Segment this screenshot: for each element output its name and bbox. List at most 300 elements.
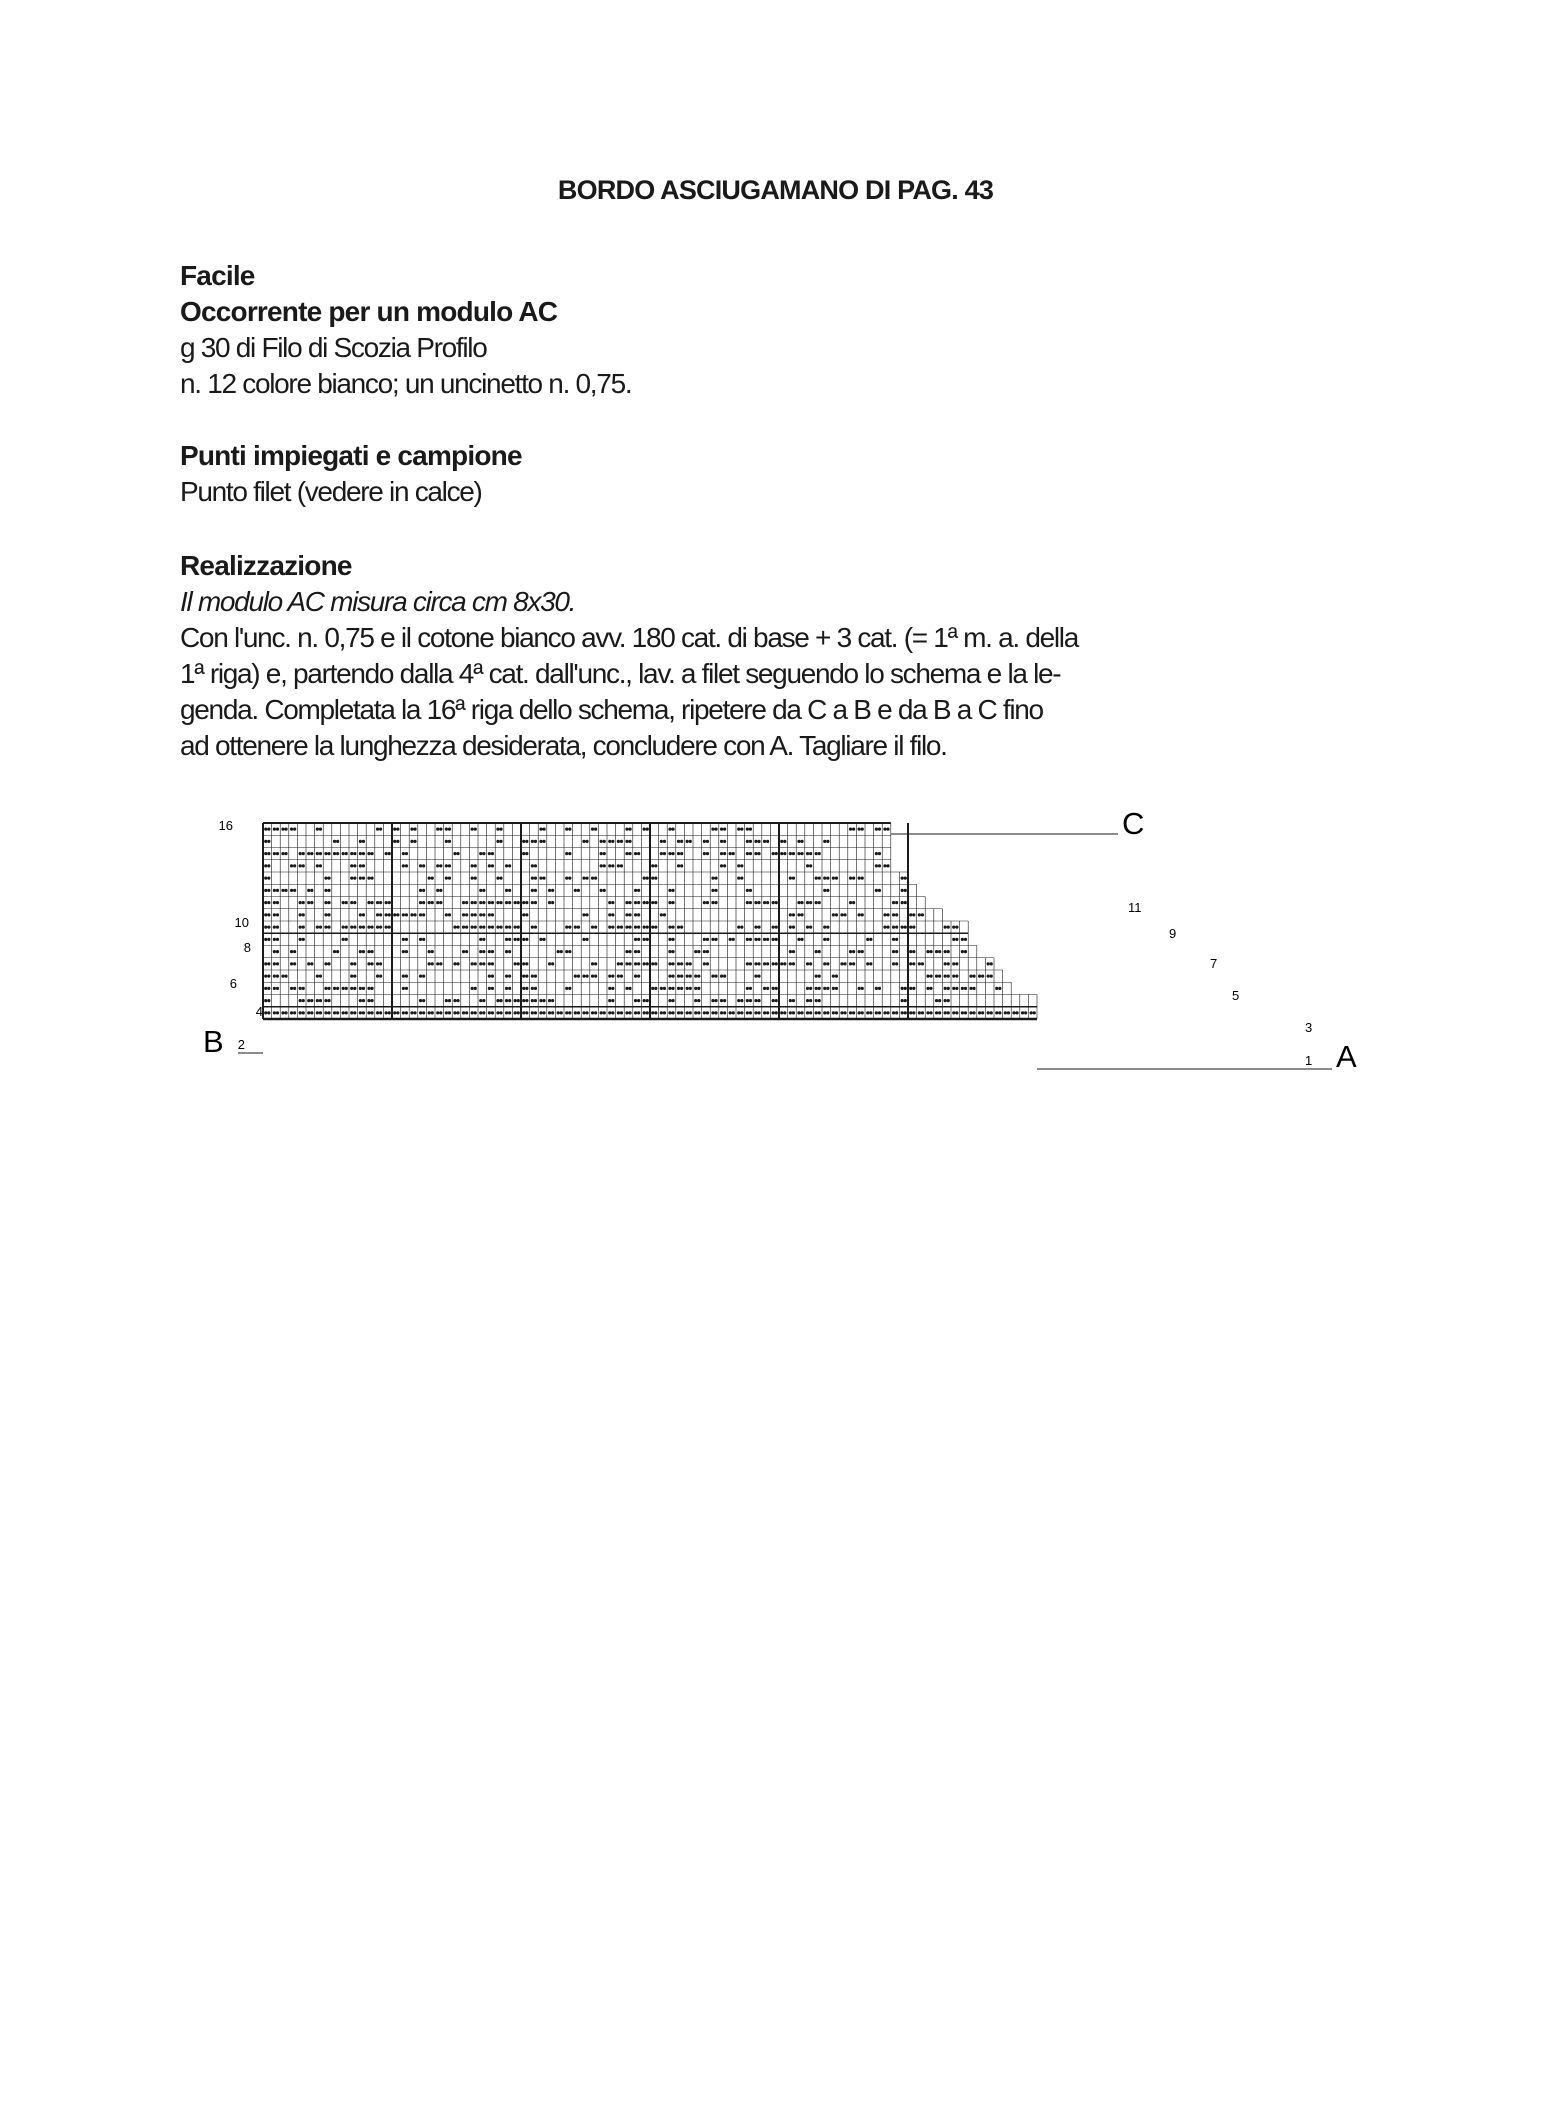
chart-stitch-dot [964, 987, 967, 990]
chart-stitch-dot [806, 852, 809, 855]
chart-stitch-dot [608, 913, 611, 916]
chart-stitch-dot [324, 999, 327, 1002]
chart-stitch-dot [353, 1011, 356, 1014]
chart-stitch-dot [706, 901, 709, 904]
chart-stitch-dot [625, 852, 628, 855]
chart-stitch-dot [299, 987, 302, 990]
chart-stitch-dot [499, 999, 502, 1002]
chart-stitch-dot [706, 938, 709, 941]
chart-stitch-dot [878, 1011, 881, 1014]
chart-stitch-dot [422, 975, 425, 978]
chart-stitch-dot [393, 828, 396, 831]
chart-stitch-dot [525, 1011, 528, 1014]
chart-stitch-dot [574, 1011, 577, 1014]
chart-stitch-dot [809, 987, 812, 990]
chart-stitch-dot [345, 926, 348, 929]
chart-stitch-dot [379, 962, 382, 965]
chart-stitch-dot [800, 901, 803, 904]
chart-stitch-dot [800, 938, 803, 941]
chart-stitch-dot [577, 975, 580, 978]
chart-stitch-dot [912, 962, 915, 965]
chart-stitch-dot [823, 1011, 826, 1014]
chart-stitch-dot [869, 938, 872, 941]
chart-stitch-dot [749, 938, 752, 941]
chart-stitch-dot [643, 828, 646, 831]
stitches-text: Punto filet (vedere in calce) [180, 476, 482, 507]
chart-stitch-dot [551, 962, 554, 965]
chart-stitch-dot [878, 852, 881, 855]
chart-stitch-dot [350, 852, 353, 855]
chart-stitch-dot [342, 852, 345, 855]
chart-stitch-dot [835, 913, 838, 916]
chart-stitch-dot [689, 987, 692, 990]
chart-stitch-dot [634, 975, 637, 978]
chart-stitch-dot [706, 950, 709, 953]
chart-stitch-dot [405, 950, 408, 953]
chart-stitch-dot [714, 828, 717, 831]
chart-stitch-dot [651, 987, 654, 990]
chart-stitch-dot [668, 987, 671, 990]
chart-stitch-dot [628, 1011, 631, 1014]
chart-stitch-dot [654, 864, 657, 867]
chart-stitch-dot [388, 852, 391, 855]
chart-stitch-dot [267, 913, 270, 916]
chart-stitch-dot [797, 913, 800, 916]
chart-stitch-dot [990, 975, 993, 978]
chart-stitch-dot [582, 975, 585, 978]
chart-stitch-dot [617, 975, 620, 978]
chart-stitch-dot [350, 926, 353, 929]
chart-stitch-dot [405, 852, 408, 855]
chart-stitch-dot [264, 828, 267, 831]
chart-stitch-dot [789, 913, 792, 916]
chart-stitch-dot [514, 1011, 517, 1014]
chart-stitch-dot [534, 926, 537, 929]
chart-stitch-dot [680, 987, 683, 990]
chart-stitch-dot [474, 913, 477, 916]
chart-stitch-dot [720, 864, 723, 867]
chart-stitch-dot [706, 852, 709, 855]
chart-stitch-dot [763, 901, 766, 904]
chart-stitch-dot [299, 864, 302, 867]
chart-stitch-dot [797, 852, 800, 855]
chart-stitch-dot [531, 1011, 534, 1014]
chart-stitch-dot [548, 1011, 551, 1014]
chart-stitch-dot [267, 975, 270, 978]
chart-stitch-dot [861, 828, 864, 831]
chart-stitch-dot [267, 877, 270, 880]
chart-stitch-dot [557, 1011, 560, 1014]
chart-stitch-dot [818, 852, 821, 855]
chart-stitch-dot [754, 901, 757, 904]
chart-stitch-dot [637, 926, 640, 929]
chart-stitch-dot [534, 1011, 537, 1014]
chart-stitch-dot [276, 926, 279, 929]
materials-line: g 30 di Filo di Scozia Profilo [180, 332, 487, 363]
chart-stitch-dot [671, 852, 674, 855]
chart-stitch-dot [531, 901, 534, 904]
chart-stitch-dot [600, 864, 603, 867]
chart-stitch-dot [926, 987, 929, 990]
chart-stitch-dot [677, 864, 680, 867]
chart-stitch-dot [883, 1011, 886, 1014]
chart-stitch-dot [574, 975, 577, 978]
chart-stitch-dot [603, 864, 606, 867]
chart-stitch-dot [668, 950, 671, 953]
chart-stitch-dot [379, 975, 382, 978]
chart-stitch-dot [620, 962, 623, 965]
chart-stitch-dot [531, 926, 534, 929]
chart-stitch-dot [944, 999, 947, 1002]
chart-stitch-dot [671, 962, 674, 965]
chart-stitch-dot [405, 864, 408, 867]
chart-stitch-dot [453, 962, 456, 965]
chart-stitch-dot [792, 950, 795, 953]
chart-stitch-dot [307, 901, 310, 904]
chart-stitch-dot [901, 999, 904, 1002]
chart-stitch-dot [307, 852, 310, 855]
chart-stitch-dot [324, 987, 327, 990]
chart-stitch-dot [591, 828, 594, 831]
chart-stitch-dot [342, 1011, 345, 1014]
chart-stitch-dot [843, 1011, 846, 1014]
chart-stitch-dot [654, 877, 657, 880]
chart-stitch-dot [491, 901, 494, 904]
chart-stitch-dot [327, 962, 330, 965]
chart-stitch-dot [866, 938, 869, 941]
chart-stitch-dot [840, 1011, 843, 1014]
chart-stitch-dot [293, 962, 296, 965]
chart-stitch-dot [625, 950, 628, 953]
chart-stitch-dot [273, 926, 276, 929]
chart-stitch-dot [608, 999, 611, 1002]
chart-stitch-dot [302, 1011, 305, 1014]
chart-stitch-dot [694, 975, 697, 978]
chart-stitch-dot [548, 999, 551, 1002]
chart-stitch-dot [471, 926, 474, 929]
chart-stitch-dot [582, 913, 585, 916]
chart-stitch-dot [594, 962, 597, 965]
chart-stitch-dot [723, 999, 726, 1002]
chart-stitch-dot [806, 926, 809, 929]
chart-stitch-dot [654, 1011, 657, 1014]
chart-stitch-dot [525, 901, 528, 904]
chart-stitch-dot [686, 840, 689, 843]
chart-stitch-dot [823, 877, 826, 880]
chart-stitch-dot [319, 828, 322, 831]
chart-stitch-dot [826, 962, 829, 965]
chart-stitch-dot [600, 852, 603, 855]
chart-stitch-dot [290, 950, 293, 953]
chart-stitch-dot [723, 840, 726, 843]
chart-stitch-dot [947, 1011, 950, 1014]
chart-stitch-dot [749, 828, 752, 831]
chart-stitch-dot [273, 913, 276, 916]
chart-stitch-dot [548, 901, 551, 904]
chart-stitch-dot [491, 926, 494, 929]
chart-stitch-dot [267, 864, 270, 867]
chart-stitch-dot [904, 987, 907, 990]
chart-stitch-dot [522, 938, 525, 941]
chart-stitch-dot [488, 962, 491, 965]
chart-stitch-dot [746, 889, 749, 892]
chart-stitch-dot [861, 877, 864, 880]
chart-stitch-dot [849, 962, 852, 965]
chart-stitch-dot [514, 926, 517, 929]
chart-stitch-dot [479, 962, 482, 965]
chart-stitch-dot [491, 975, 494, 978]
chart-stitch-dot [319, 975, 322, 978]
chart-stitch-dot [694, 1011, 697, 1014]
row-label-7: 7 [1210, 956, 1218, 971]
chart-stitch-dot [861, 1011, 864, 1014]
chart-stitch-dot [302, 999, 305, 1002]
chart-stitch-dot [293, 1011, 296, 1014]
chart-stitch-dot [276, 889, 279, 892]
chart-stitch-dot [582, 1011, 585, 1014]
chart-stitch-dot [445, 864, 448, 867]
chart-stitch-dot [474, 962, 477, 965]
chart-stitch-dot [797, 938, 800, 941]
chart-stitch-dot [307, 889, 310, 892]
chart-stitch-dot [568, 926, 571, 929]
chart-stitch-dot [267, 987, 270, 990]
chart-stitch-dot [491, 913, 494, 916]
chart-stitch-dot [585, 938, 588, 941]
chart-stitch-dot [694, 987, 697, 990]
chart-stitch-dot [302, 864, 305, 867]
chart-stitch-dot [539, 828, 542, 831]
instructions-line: ad ottenere la lunghezza desiderata, concludere con A. Tagliare il filo. [180, 730, 947, 761]
chart-stitch-dot [385, 926, 388, 929]
chart-stitch-dot [921, 913, 924, 916]
chart-stitch-dot [878, 987, 881, 990]
chart-stitch-dot [267, 962, 270, 965]
chart-stitch-dot [453, 926, 456, 929]
chart-stitch-dot [1004, 1011, 1007, 1014]
chart-stitch-dot [336, 852, 339, 855]
chart-stitch-dot [299, 938, 302, 941]
chart-stitch-dot [628, 987, 631, 990]
chart-stitch-dot [754, 999, 757, 1002]
chart-stitch-dot [542, 999, 545, 1002]
chart-stitch-dot [359, 987, 362, 990]
chart-stitch-dot [668, 962, 671, 965]
chart-stitch-dot [496, 877, 499, 880]
chart-stitch-dot [264, 1011, 267, 1014]
chart-stitch-dot [456, 926, 459, 929]
chart-stitch-dot [806, 1011, 809, 1014]
chart-stitch-dot [961, 938, 964, 941]
chart-stitch-dot [276, 901, 279, 904]
chart-stitch-dot [267, 840, 270, 843]
chart-stitch-dot [448, 913, 451, 916]
chart-stitch-dot [883, 926, 886, 929]
chart-stitch-dot [849, 877, 852, 880]
chart-stitch-dot [668, 852, 671, 855]
chart-stitch-dot [290, 962, 293, 965]
chart-stitch-dot [491, 950, 494, 953]
chart-stitch-dot [333, 852, 336, 855]
chart-stitch-dot [711, 938, 714, 941]
chart-stitch-dot [826, 840, 829, 843]
chart-stitch-dot [852, 901, 855, 904]
chart-stitch-dot [886, 926, 889, 929]
chart-stitch-dot [293, 987, 296, 990]
chart-stitch-dot [385, 913, 388, 916]
chart-stitch-dot [385, 852, 388, 855]
chart-stitch-dot [668, 1011, 671, 1014]
chart-stitch-dot [775, 1011, 778, 1014]
chart-stitch-dot [324, 1011, 327, 1014]
chart-stitch-dot [775, 852, 778, 855]
chart-stitch-dot [316, 1011, 319, 1014]
chart-stitch-dot [462, 1011, 465, 1014]
chart-stitch-dot [637, 852, 640, 855]
chart-stitch-dot [775, 987, 778, 990]
chart-stitch-dot [522, 987, 525, 990]
chart-stitch-dot [574, 889, 577, 892]
chart-stitch-dot [522, 999, 525, 1002]
chart-stitch-dot [671, 987, 674, 990]
chart-stitch-dot [413, 1011, 416, 1014]
chart-stitch-dot [835, 975, 838, 978]
chart-stitch-dot [815, 1011, 818, 1014]
chart-stitch-dot [342, 938, 345, 941]
chart-stitch-dot [439, 901, 442, 904]
chart-stitch-dot [843, 962, 846, 965]
chart-stitch-dot [428, 950, 431, 953]
chart-stitch-dot [668, 938, 671, 941]
chart-stitch-dot [706, 1011, 709, 1014]
chart-stitch-dot [551, 999, 554, 1002]
chart-stitch-dot [815, 999, 818, 1002]
chart-stitch-dot [319, 1011, 322, 1014]
chart-stitch-dot [542, 1011, 545, 1014]
chart-stitch-dot [625, 901, 628, 904]
chart-stitch-dot [345, 1011, 348, 1014]
chart-stitch-dot [474, 987, 477, 990]
chart-stitch-dot [671, 889, 674, 892]
chart-stitch-dot [826, 889, 829, 892]
chart-stitch-dot [818, 901, 821, 904]
chart-stitch-dot [780, 840, 783, 843]
chart-stitch-dot [488, 913, 491, 916]
chart-stitch-dot [531, 987, 534, 990]
chart-stitch-dot [310, 1011, 313, 1014]
chart-stitch-dot [671, 999, 674, 1002]
chart-stitch-dot [938, 1011, 941, 1014]
chart-stitch-dot [961, 987, 964, 990]
chart-stitch-dot [525, 852, 528, 855]
chart-stitch-dot [362, 852, 365, 855]
chart-stitch-dot [806, 864, 809, 867]
chart-stitch-dot [634, 926, 637, 929]
chart-stitch-dot [353, 975, 356, 978]
chart-stitch-dot [264, 901, 267, 904]
chart-stitch-dot [428, 962, 431, 965]
chart-stitch-dot [264, 975, 267, 978]
chart-stitch-dot [436, 864, 439, 867]
row-label-5: 5 [1232, 988, 1240, 1003]
chart-stitch-dot [875, 852, 878, 855]
chart-stitch-dot [264, 999, 267, 1002]
chart-stitch-dot [324, 926, 327, 929]
chart-stitch-dot [861, 987, 864, 990]
chart-stitch-dot [680, 962, 683, 965]
chart-stitch-dot [740, 999, 743, 1002]
chart-stitch-dot [654, 987, 657, 990]
chart-stitch-dot [680, 975, 683, 978]
chart-stitch-dot [284, 852, 287, 855]
chart-stitch-dot [327, 852, 330, 855]
chart-stitch-dot [711, 901, 714, 904]
chart-stitch-dot [952, 938, 955, 941]
chart-stitch-dot [439, 889, 442, 892]
chart-stitch-dot [711, 828, 714, 831]
chart-stitch-dot [634, 901, 637, 904]
chart-stitch-dot [367, 877, 370, 880]
chart-stitch-dot [362, 926, 365, 929]
chart-stitch-dot [929, 987, 932, 990]
chart-stitch-dot [534, 987, 537, 990]
chart-stitch-dot [276, 913, 279, 916]
chart-stitch-dot [792, 1011, 795, 1014]
chart-stitch-dot [367, 926, 370, 929]
chart-stitch-dot [591, 877, 594, 880]
chart-stitch-dot [551, 889, 554, 892]
chart-stitch-dot [359, 950, 362, 953]
chart-stitch-dot [548, 889, 551, 892]
chart-stitch-dot [436, 1011, 439, 1014]
chart-stitch-dot [405, 987, 408, 990]
chart-stitch-dot [809, 901, 812, 904]
chart-stitch-dot [714, 877, 717, 880]
chart-stitch-dot [505, 987, 508, 990]
chart-stitch-dot [505, 926, 508, 929]
chart-stitch-dot [508, 950, 511, 953]
chart-stitch-dot [534, 864, 537, 867]
chart-stitch-dot [625, 926, 628, 929]
chart-stitch-dot [823, 889, 826, 892]
chart-stitch-dot [419, 864, 422, 867]
chart-stitch-dot [419, 889, 422, 892]
chart-stitch-dot [273, 962, 276, 965]
chart-stitch-dot [660, 840, 663, 843]
chart-stitch-dot [826, 987, 829, 990]
chart-stitch-dot [267, 852, 270, 855]
chart-stitch-dot [858, 1011, 861, 1014]
chart-stitch-dot [904, 901, 907, 904]
chart-stitch-dot [370, 901, 373, 904]
chart-stitch-dot [749, 987, 752, 990]
chart-stitch-dot [276, 987, 279, 990]
chart-stitch-dot [892, 938, 895, 941]
chart-stitch-dot [620, 840, 623, 843]
chart-stitch-dot [505, 864, 508, 867]
chart-stitch-dot [290, 1011, 293, 1014]
chart-stitch-dot [560, 1011, 563, 1014]
chart-stitch-dot [783, 852, 786, 855]
chart-stitch-dot [499, 901, 502, 904]
chart-stitch-dot [852, 962, 855, 965]
chart-stitch-dot [479, 852, 482, 855]
chart-stitch-dot [508, 1011, 511, 1014]
chart-stitch-dot [909, 987, 912, 990]
chart-stitch-dot [342, 987, 345, 990]
chart-stitch-dot [895, 950, 898, 953]
chart-stitch-dot [471, 877, 474, 880]
